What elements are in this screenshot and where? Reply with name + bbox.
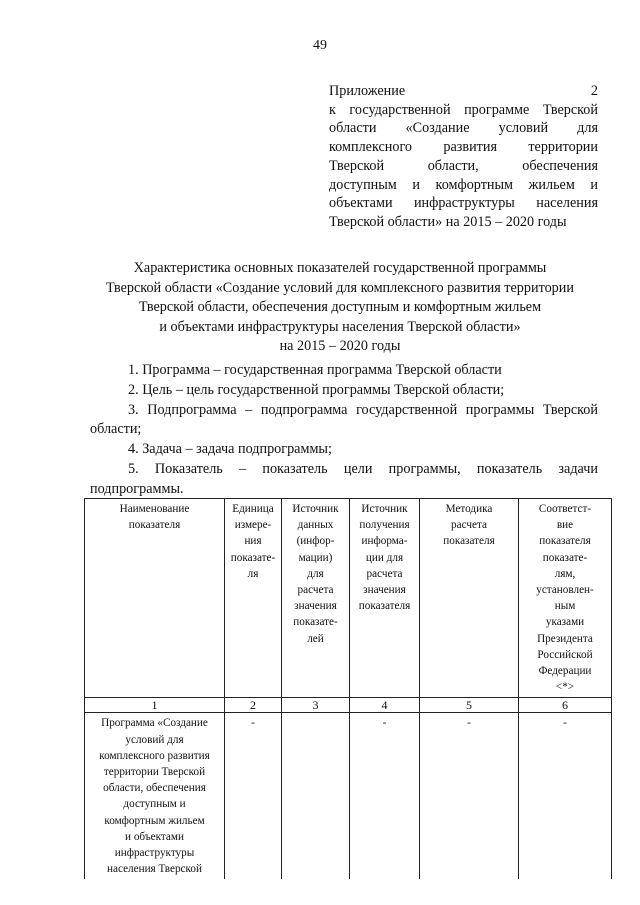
document-title (70, 259, 610, 357)
column-number: 6 (519, 698, 612, 713)
header-name: Наименование показателя (85, 499, 225, 698)
appendix-line: к государственной программе Тверской (329, 101, 598, 118)
title-line: Тверской области, обеспечения доступным и комфортным жильем (138, 299, 542, 316)
appendix-line: объектами инфраструктуры населения (329, 195, 598, 212)
row-data-source (282, 713, 350, 880)
appendix-line: Приложение 2 (329, 83, 598, 99)
page-number: 49 (313, 38, 327, 53)
appendix-header (329, 82, 598, 232)
table-header-row (85, 499, 612, 698)
appendix-line: области «Создание условий для (329, 120, 598, 137)
definition-item: 4. Задача – задача подпрограммы; (128, 441, 332, 458)
title-line: и объектами инфраструктуры населения Тверской области» (159, 318, 521, 335)
indicators-table (84, 498, 612, 879)
header-unit: Единица измере- ния показате- ля (225, 499, 282, 698)
definition-item: 3. Подпрограмма – подпрограмма государственной программы Тверской области; (90, 401, 598, 438)
appendix-line: Тверской области» на 2015 – 2020 годы (329, 213, 567, 230)
row-unit: - (225, 713, 282, 880)
row-method: - (420, 713, 519, 880)
column-number: 5 (420, 698, 519, 713)
column-number-row (85, 698, 612, 713)
title-line: Тверской области «Создание условий для комплексного развития территории (106, 279, 574, 296)
header-obtain-source: Источник получения информа- ции для расчета значения показателя (350, 499, 420, 698)
appendix-line: Тверской области, обеспечения (329, 157, 598, 174)
column-number: 3 (282, 698, 350, 713)
row-obtain-source: - (350, 713, 420, 880)
table-row (85, 713, 612, 880)
appendix-line: доступным и комфортным жильем и (329, 176, 598, 193)
row-compliance: - (519, 713, 612, 880)
definition-item: 2. Цель – цель государственной программы Тверской области; (128, 381, 505, 398)
header-data-source: Источник данных (инфор- мации) для расчета значения показате- лей (282, 499, 350, 698)
header-compliance: Соответст- вие показателя показате- лям, установлен- ным указами Президента Российской Федерации <*> (519, 499, 612, 698)
definition-item: 5. Показатель – показатель цели программы, показатель задачи подпрограммы. (90, 460, 598, 497)
title-line: Характеристика основных показателей государственной программы (133, 260, 547, 276)
column-number: 1 (85, 698, 225, 713)
header-method: Методика расчета показателя (420, 499, 519, 698)
definitions-list (90, 361, 598, 500)
appendix-line: комплексного развития территории (329, 139, 598, 156)
column-number: 4 (350, 698, 420, 713)
title-line: на 2015 – 2020 годы (279, 338, 401, 355)
row-name: Программа «Создание условий для комплексного развития территории Тверской области, обеспечения доступным и комфортным жильем и объектами инфраструктуры населения Тверской (85, 713, 225, 880)
definition-item: 1. Программа – государственная программа Тверской области (128, 362, 502, 378)
column-number: 2 (225, 698, 282, 713)
